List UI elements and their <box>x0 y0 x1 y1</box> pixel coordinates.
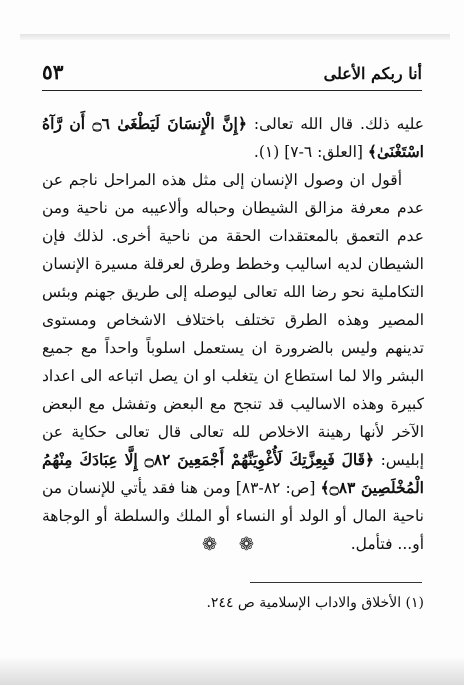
paragraph-2-text: أقول ان وصول الإنسان إلى مثل هذه المراحل ناجم عن عدم معرفة مزالق الشيطان وحباله وألاعيبه من ناحية ومن عدم التعمق بالمعتقدات الحقة من ناحية أخرى. لذلك فإن الشيطان لديه اساليب وخطط وطرق لعرقلة مسيرة الإنسان التكاملية نحو رضا الله تعالى ليوصله إلى طريق جهنم وبئس المصير وهذه الطرق تختلف باختلاف الاشخاص ومستوى تدينهم وليس بالضرورة ان يستعمل اسلوباً واحداً مع جميع البشر والا لما استطاع ان يتغلب او ان يصل اتباعه الى اعداد كبيرة وهذه الاساليب قد تنجح مع البعض وتفشل مع البعض الآخر لأنها رهينة الاخلاص لله تعالى قال تعالى حكاية عن إبليس: <box>42 171 425 469</box>
header-rule <box>42 90 422 91</box>
page-number: ٥٣ <box>42 60 64 84</box>
paragraph-1-lead: عليه ذلك. قال الله تعالى: <box>246 115 424 133</box>
page-top-shadow <box>20 34 450 40</box>
section-ornament: ❁ ❁ <box>202 534 262 555</box>
quran-verse-sad: ﴿قَالَ فَبِعِزَّتِكَ لَأُغْوِيَنَّهُمْ أَجْمَعِينَ ۝٨٢ إِلَّا عِبَادَكَ مِنْهُمُ الْمُخْلَصِينَ ۝٨٣﴾ <box>42 450 424 497</box>
page-bottom-shadow <box>0 655 464 685</box>
verse-reference-sad: [ص: ٨٢-٨٣] <box>235 479 321 497</box>
footnote: (١) الأخلاق والاداب الإسلامية ص ٢٤٤. <box>206 595 424 611</box>
footnote-rule <box>250 582 422 583</box>
body-text <box>42 110 424 558</box>
running-title: أنا ربكم الأعلى <box>323 64 422 83</box>
paragraph-2 <box>42 166 424 558</box>
paragraph-2-tail: ومن هنا فقد يأتي للإنسان من ناحية المال أو الولد أو النساء أو الملك والسلطة أو الوجاهة أو... فتأمل. <box>42 479 424 553</box>
page-header <box>42 58 422 86</box>
quran-verse-alaq: ﴿إِنَّ الْإِنسَانَ لَيَطْغَىٰ ۝٦ أَن رَّآهُ اسْتَغْنَىٰ﴾ <box>42 114 424 161</box>
verse-reference-alaq: [العلق: ٦-٧] (١). <box>253 143 368 161</box>
paragraph-1 <box>42 110 424 166</box>
